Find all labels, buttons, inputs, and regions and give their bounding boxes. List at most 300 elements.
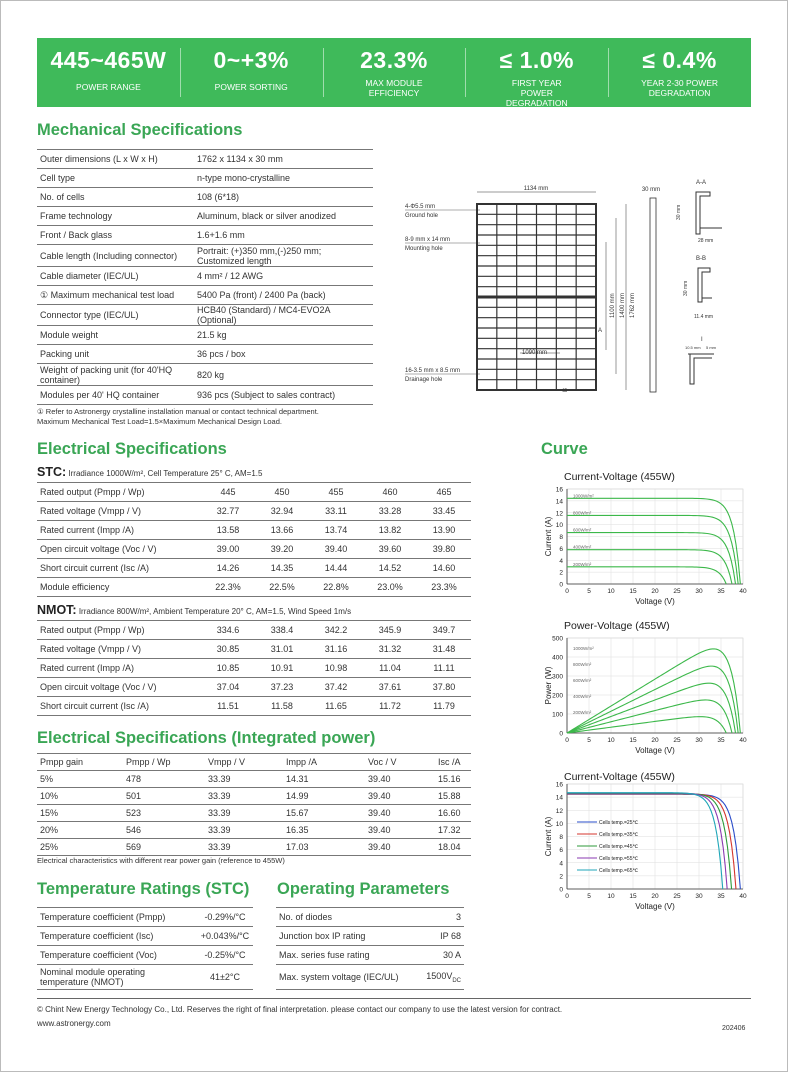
row-label: Weight of packing unit (for 40'HQ container) (37, 364, 194, 386)
x-tick-label: 0 (565, 737, 569, 744)
x-tick-label: 25 (673, 893, 681, 900)
x-tick-label: 35 (717, 588, 725, 595)
x-tick-label: 40 (739, 588, 747, 595)
row-label: Module efficiency (37, 578, 201, 597)
cell-value: 39.40 (365, 822, 435, 839)
row-label: Module weight (37, 326, 194, 345)
column-header: Vmpp / V (205, 754, 283, 771)
banner-value: 23.3% (360, 47, 428, 73)
height-1400: 1400 mm (620, 292, 626, 318)
row-value: 22.3% (201, 578, 255, 597)
mech-row (37, 267, 373, 286)
stc-row (37, 502, 471, 521)
row-value: 465 (417, 483, 471, 502)
row-value: 31.32 (363, 640, 417, 659)
banner-label: YEAR 2-30 POWER DEGRADATION (641, 78, 719, 98)
row-label: Packing unit (37, 345, 194, 364)
section-b-mark: B (563, 387, 569, 392)
y-tick-label: 4 (559, 860, 563, 868)
row-label: Frame technology (37, 207, 194, 226)
stc-row (37, 578, 471, 597)
row-value: 10.85 (201, 659, 255, 678)
stc-conditions-text: Irradiance 1000W/m², Cell Temperature 25° C, AM=1.5 (68, 469, 263, 478)
cell-value: 546 (123, 822, 205, 839)
row-value: 11.65 (309, 697, 363, 716)
row-label: Temperature coefficient (Pmpp) (37, 908, 197, 927)
mech-row (37, 188, 373, 207)
integrated-row (37, 788, 471, 805)
operating-row (276, 946, 464, 965)
value-text: 30 A (442, 950, 461, 960)
y-tick-label: 12 (555, 807, 563, 815)
x-tick-label: 30 (695, 737, 703, 744)
row-value (416, 927, 464, 946)
operating-row (276, 908, 464, 927)
row-label: Rated output (Pmpp / Wp) (37, 621, 201, 640)
y-tick-label: 6 (559, 847, 563, 855)
series-line (567, 793, 732, 889)
y-tick-label: 10 (555, 820, 563, 828)
row-value: 39.60 (363, 540, 417, 559)
cell-value: 15.16 (435, 771, 471, 788)
integrated-row (37, 822, 471, 839)
mech-row (37, 207, 373, 226)
row-value: 37.23 (255, 678, 309, 697)
legend-label: Cells temp.=45℃ (599, 844, 639, 850)
y-tick-label: 200 (552, 692, 563, 700)
banner-power-range (37, 38, 180, 107)
row-value: -0.29%/°C (197, 908, 253, 927)
row-value: 450 (255, 483, 309, 502)
row-value: 22.5% (255, 578, 309, 597)
stc-table (37, 482, 471, 597)
row-label: Cell type (37, 169, 194, 188)
mount-spacing-label: 1090 mm (522, 350, 548, 356)
row-label: Modules per 40' HQ container (37, 386, 194, 405)
stc-row (37, 483, 471, 502)
detail-i-label: I (701, 337, 703, 343)
row-label: Cable diameter (IEC/UL) (37, 267, 194, 286)
pv-irradiance-chart (537, 615, 751, 781)
cell-value: 33.39 (205, 839, 283, 856)
mount-hole-label: Mounting hole (405, 246, 443, 252)
banner-label: MAX MODULE EFFICIENCY (365, 78, 423, 98)
detail-i-dim-a: 10.5 mm (685, 345, 701, 350)
stc-row (37, 521, 471, 540)
y-tick-label: 8 (559, 834, 563, 841)
temp-row (37, 946, 253, 965)
y-tick-label: 6 (559, 545, 563, 553)
cell-value: 523 (123, 805, 205, 822)
mech-row (37, 326, 373, 345)
cell-value: 18.04 (435, 839, 471, 856)
height-1100: 1100 mm (610, 293, 616, 318)
footer-doc-code: 202406 (722, 1025, 746, 1032)
row-value: 14.35 (255, 559, 309, 578)
row-value: 31.48 (417, 640, 471, 659)
banner-value: ≤ 1.0% (499, 47, 574, 73)
row-label: Junction box IP rating (276, 927, 416, 946)
cell-value: 33.39 (205, 822, 283, 839)
banner-label: POWER SORTING (214, 82, 288, 92)
row-value: 13.90 (417, 521, 471, 540)
temp-row (37, 965, 253, 990)
x-axis-label: Voltage (V) (635, 902, 675, 911)
row-value: 13.58 (201, 521, 255, 540)
cell-value: 39.40 (365, 839, 435, 856)
stc-row (37, 559, 471, 578)
row-value: 30.85 (201, 640, 255, 659)
row-value: 13.82 (363, 521, 417, 540)
row-value: 37.42 (309, 678, 363, 697)
width-label: 1134 mm (523, 186, 549, 192)
x-tick-label: 10 (607, 737, 615, 744)
irradiance-label: 600W/m² (573, 527, 592, 533)
x-tick-label: 20 (651, 737, 659, 744)
row-value: +0.043%/°C (197, 927, 253, 946)
section-a-mark: A (598, 328, 603, 334)
row-label: Nominal module operating temperature (NMOT) (37, 965, 197, 990)
value-text: IP 68 (440, 931, 461, 941)
bb-width: 11.4 mm (694, 314, 714, 320)
x-tick-label: 25 (673, 588, 681, 595)
integrated-row (37, 805, 471, 822)
row-value: Portrait: (+)350 mm,(-)250 mm; Customized length (194, 245, 373, 267)
row-label: Front / Back glass (37, 226, 194, 245)
integrated-note: Electrical characteristics with different rear power gain (reference to 455W) (37, 856, 285, 865)
row-value: 32.94 (255, 502, 309, 521)
row-value: 39.00 (201, 540, 255, 559)
row-value: 37.80 (417, 678, 471, 697)
row-value: 11.51 (201, 697, 255, 716)
nmot-row (37, 659, 471, 678)
nmot-condition (37, 603, 351, 617)
aa-height: 30 mm (676, 204, 682, 220)
row-value: 1762 x 1134 x 30 mm (194, 150, 373, 169)
legend-label: Cells temp.=55℃ (599, 856, 639, 862)
section-bb-profile (698, 268, 712, 302)
cell-value: 5% (37, 771, 123, 788)
mech-row (37, 245, 373, 267)
electrical-title: Electrical Specifications (37, 440, 227, 458)
row-value: 10.98 (309, 659, 363, 678)
mech-row (37, 386, 373, 405)
footer-divider (37, 998, 751, 999)
y-tick-label: 300 (552, 673, 563, 681)
row-value (416, 965, 464, 990)
cell-value: 39.40 (365, 771, 435, 788)
row-value: 5400 Pa (front) / 2400 Pa (back) (194, 286, 373, 305)
key-specs-banner (37, 38, 751, 107)
column-header: Pmpp gain (37, 754, 123, 771)
row-value: HCB40 (Standard) / MC4-EVO2A (Optional) (194, 305, 373, 326)
x-tick-label: 0 (565, 588, 569, 595)
section-aa-profile (696, 192, 722, 234)
cell-value: 15.67 (283, 805, 365, 822)
series-line (567, 793, 727, 889)
y-tick-label: 400 (552, 654, 563, 662)
row-label: No. of diodes (276, 908, 416, 927)
y-tick-label: 14 (555, 794, 563, 802)
row-value: Aluminum, black or silver anodized (194, 207, 373, 226)
note-line: Maximum Mechanical Test Load=1.5×Maximum Mechanical Design Load. (37, 417, 282, 426)
ground-hole-spec: 4-Φ5.5 mm (405, 204, 436, 210)
row-value: 32.77 (201, 502, 255, 521)
banner-value: ≤ 0.4% (642, 47, 717, 73)
x-tick-label: 10 (607, 893, 615, 900)
x-tick-label: 20 (651, 588, 659, 595)
row-value: 10.91 (255, 659, 309, 678)
irradiance-label: 200W/m² (573, 561, 592, 567)
row-value: 342.2 (309, 621, 363, 640)
stc-condition (37, 465, 262, 479)
row-label: ① Maximum mechanical test load (37, 286, 194, 305)
mechanical-title: Mechanical Specifications (37, 121, 243, 139)
row-label: No. of cells (37, 188, 194, 207)
row-value: 39.40 (309, 540, 363, 559)
cell-value: 14.31 (283, 771, 365, 788)
cell-value: 17.03 (283, 839, 365, 856)
cell-value: 16.60 (435, 805, 471, 822)
cell-value: 478 (123, 771, 205, 788)
y-tick-label: 0 (559, 886, 563, 894)
x-tick-label: 15 (629, 893, 637, 900)
mech-row (37, 150, 373, 169)
row-value: 37.04 (201, 678, 255, 697)
section-bb-label: B-B (696, 256, 707, 262)
row-label: Outer dimensions (L x W x H) (37, 150, 194, 169)
row-value: 21.5 kg (194, 326, 373, 345)
cell-value: 33.39 (205, 805, 283, 822)
y-tick-label: 16 (555, 486, 563, 494)
chart-title: Current-Voltage (455W) (564, 771, 675, 783)
height-1762: 1762 mm (630, 292, 636, 318)
drain-hole-label: Drainage hole (405, 377, 443, 383)
cell-value: 14.99 (283, 788, 365, 805)
stc-label: STC: (37, 465, 67, 479)
banner-value: 445~465W (50, 47, 167, 73)
bb-height: 30 mm (683, 280, 689, 296)
x-tick-label: 10 (607, 588, 615, 595)
banner-year2-30-degradation (608, 38, 751, 107)
row-label: Short circuit current (Isc /A) (37, 559, 201, 578)
mech-row (37, 286, 373, 305)
row-label: Temperature coefficient (Isc) (37, 927, 197, 946)
mechanical-table (37, 149, 373, 405)
detail-i-dim-b: 5 mm (706, 345, 716, 350)
y-tick-label: 100 (552, 711, 563, 719)
iv-temperature-chart (537, 766, 751, 922)
operating-row (276, 965, 464, 990)
cell-value: 15.88 (435, 788, 471, 805)
nmot-conditions-text: Irradiance 800W/m², Ambient Temperature 20° C, AM=1.5, Wind Speed 1m/s (78, 607, 352, 616)
row-value: 11.04 (363, 659, 417, 678)
x-tick-label: 20 (651, 893, 659, 900)
row-value: 445 (201, 483, 255, 502)
banner-first-year-degradation (465, 38, 608, 107)
chart-title: Power-Voltage (455W) (564, 620, 670, 632)
depth-label: 30 mm (641, 187, 661, 193)
row-value: 33.11 (309, 502, 363, 521)
row-value: 23.0% (363, 578, 417, 597)
row-value: 345.9 (363, 621, 417, 640)
row-label: Connector type (IEC/UL) (37, 305, 194, 326)
row-label: Max. series fuse rating (276, 946, 416, 965)
mechanical-note (37, 407, 319, 427)
integrated-header (37, 754, 471, 771)
row-value: 37.61 (363, 678, 417, 697)
row-value: 33.45 (417, 502, 471, 521)
row-value: 14.52 (363, 559, 417, 578)
nmot-row (37, 621, 471, 640)
row-value: 455 (309, 483, 363, 502)
cell-value: 39.40 (365, 805, 435, 822)
row-value: -0.25%/°C (197, 946, 253, 965)
cell-value: 33.39 (205, 788, 283, 805)
mech-row (37, 345, 373, 364)
cell-value: 501 (123, 788, 205, 805)
y-tick-label: 8 (559, 534, 563, 541)
legend-label: Cells temp.=25℃ (599, 820, 639, 826)
banner-label: FIRST YEAR POWER DEGRADATION (505, 78, 568, 108)
x-tick-label: 40 (739, 737, 747, 744)
y-tick-label: 4 (559, 557, 563, 565)
row-value: 14.44 (309, 559, 363, 578)
row-label: Short circuit current (Isc /A) (37, 697, 201, 716)
row-label: Rated current (Impp /A) (37, 659, 201, 678)
y-axis-label: Current (A) (544, 516, 553, 557)
note-line: ① Refer to Astronergy crystalline installation manual or contact technical department. (37, 407, 319, 416)
x-tick-label: 30 (695, 588, 703, 595)
x-tick-label: 0 (565, 893, 569, 900)
cell-value: 39.40 (365, 788, 435, 805)
ground-hole-label: Ground hole (405, 213, 439, 219)
row-label: Rated voltage (Vmpp / V) (37, 640, 201, 659)
row-label: Open circuit voltage (Voc / V) (37, 678, 201, 697)
x-axis-label: Voltage (V) (635, 746, 675, 755)
x-tick-label: 35 (717, 893, 725, 900)
integrated-title: Electrical Specifications (Integrated power) (37, 729, 376, 747)
x-tick-label: 40 (739, 893, 747, 900)
series-line (567, 794, 736, 889)
integrated-row (37, 771, 471, 788)
series-line (567, 567, 726, 584)
row-value: 460 (363, 483, 417, 502)
row-value: 936 pcs (Subject to sales contract) (194, 386, 373, 405)
cell-value: 25% (37, 839, 123, 856)
row-value: 820 kg (194, 364, 373, 386)
irradiance-label: 800W/m² (573, 510, 592, 516)
row-value: n-type mono-crystalline (194, 169, 373, 188)
stc-row (37, 540, 471, 559)
row-value: 4 mm² / 12 AWG (194, 267, 373, 286)
x-tick-label: 15 (629, 588, 637, 595)
y-tick-label: 16 (555, 781, 563, 789)
side-profile (650, 198, 656, 392)
row-label: Temperature coefficient (Voc) (37, 946, 197, 965)
row-value: 31.01 (255, 640, 309, 659)
y-tick-label: 2 (559, 873, 563, 881)
mech-row (37, 169, 373, 188)
y-tick-label: 12 (555, 510, 563, 518)
cell-value: 10% (37, 788, 123, 805)
banner-efficiency (323, 38, 466, 107)
x-tick-label: 5 (587, 588, 591, 595)
series-line (567, 717, 726, 733)
series-line (567, 700, 732, 733)
row-value: 334.6 (201, 621, 255, 640)
detail-i-profile (688, 354, 714, 384)
cell-value: 15% (37, 805, 123, 822)
operating-table (276, 907, 464, 990)
integrated-row (37, 839, 471, 856)
row-value: 41±2°C (197, 965, 253, 990)
irradiance-label: 1000W/m² (573, 646, 594, 651)
drain-hole-spec: 16-3.5 mm x 8.5 mm (405, 368, 461, 374)
y-tick-label: 2 (559, 569, 563, 577)
row-label: Cable length (Including connector) (37, 245, 194, 267)
series-line (567, 793, 723, 889)
x-tick-label: 25 (673, 737, 681, 744)
x-tick-label: 30 (695, 893, 703, 900)
temp-row (37, 908, 253, 927)
row-value: 11.79 (417, 697, 471, 716)
irradiance-label: 600W/m² (573, 678, 592, 683)
banner-power-sorting (180, 38, 323, 107)
x-tick-label: 35 (717, 737, 725, 744)
footer-copyright: © Chint New Energy Technology Co., Ltd. Reserves the right of final interpretation. please contact our company to use the latest version for contract. (37, 1005, 563, 1014)
row-label: Rated output (Pmpp / Wp) (37, 483, 201, 502)
column-header: Voc / V (365, 754, 435, 771)
column-header: Isc /A (435, 754, 471, 771)
row-value: 14.26 (201, 559, 255, 578)
mech-row (37, 364, 373, 386)
row-value: 349.7 (417, 621, 471, 640)
nmot-row (37, 697, 471, 716)
x-tick-label: 5 (587, 893, 591, 900)
cell-grid (477, 204, 596, 390)
mount-hole-spec: 8-9 mm x 14 mm (405, 237, 451, 243)
value-text: 1500V (426, 970, 453, 981)
operating-row (276, 927, 464, 946)
module-dimension-drawing (400, 178, 740, 408)
y-axis-label: Current (A) (544, 816, 553, 857)
row-value: 11.58 (255, 697, 309, 716)
column-header: Pmpp / Wp (123, 754, 205, 771)
row-label: Max. system voltage (IEC/UL) (276, 965, 416, 990)
row-value (416, 946, 464, 965)
y-tick-label: 14 (555, 498, 563, 506)
series-line (567, 533, 736, 584)
y-tick-label: 500 (552, 635, 563, 643)
nmot-row (37, 640, 471, 659)
row-value: 13.66 (255, 521, 309, 540)
value-subscript: DC (452, 977, 461, 984)
row-value: 1.6+1.6 mm (194, 226, 373, 245)
aa-width: 28 mm (698, 238, 714, 244)
x-tick-label: 15 (629, 737, 637, 744)
mech-row (37, 305, 373, 326)
cell-value: 16.35 (283, 822, 365, 839)
banner-label: POWER RANGE (76, 82, 141, 92)
cell-value: 20% (37, 822, 123, 839)
temperature-title: Temperature Ratings (STC) (37, 880, 250, 898)
row-value: 31.16 (309, 640, 363, 659)
row-value: 39.20 (255, 540, 309, 559)
y-tick-label: 0 (559, 730, 563, 738)
chart-title: Current-Voltage (455W) (564, 471, 675, 483)
row-value: 11.11 (417, 659, 471, 678)
